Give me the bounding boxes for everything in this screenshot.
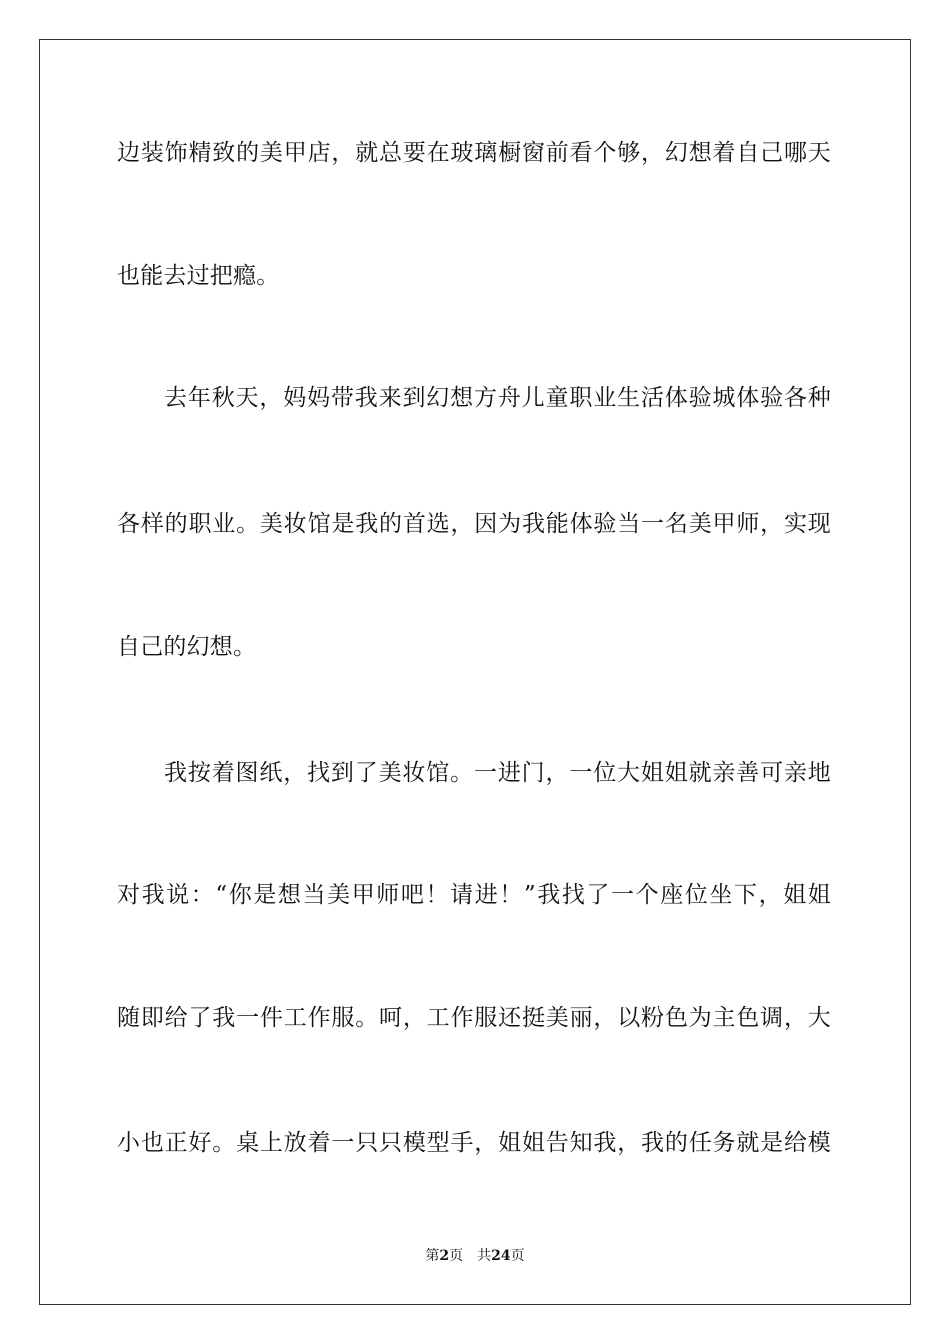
text-line-1: 边装饰精致的美甲店，就总要在玻璃橱窗前看个够，幻想着自己哪天 xyxy=(117,140,831,166)
text-line-9: 小也正好。桌上放着一只只模型手，姐姐告知我，我的任务就是给模 xyxy=(117,1130,831,1156)
total-pages: 24 xyxy=(491,1248,511,1264)
text-line-6: 我按着图纸，找到了美妆馆。一进门，一位大姐姐就亲善可亲地 xyxy=(164,760,831,786)
page-footer xyxy=(0,1246,950,1266)
page-border xyxy=(39,39,911,1305)
text-line-3: 去年秋天，妈妈带我来到幻想方舟儿童职业生活体验城体验各种 xyxy=(164,385,831,411)
page-number: 2 xyxy=(439,1248,450,1264)
text-line-2: 也能去过把瘾。 xyxy=(117,263,280,289)
text-line-7: 对我说：“你是想当美甲师吧！请进！”我找了一个座位坐下，姐姐 xyxy=(117,882,831,908)
page-prefix: 第 xyxy=(425,1248,440,1264)
text-line-4: 各样的职业。美妆馆是我的首选，因为我能体验当一名美甲师，实现 xyxy=(117,511,831,537)
page-suffix: 页 xyxy=(449,1248,464,1264)
text-line-5: 自己的幻想。 xyxy=(117,634,257,660)
total-prefix: 共 xyxy=(477,1248,492,1264)
total-suffix: 页 xyxy=(510,1248,525,1264)
text-line-8: 随即给了我一件工作服。呵，工作服还挺美丽，以粉色为主色调，大 xyxy=(117,1005,831,1031)
